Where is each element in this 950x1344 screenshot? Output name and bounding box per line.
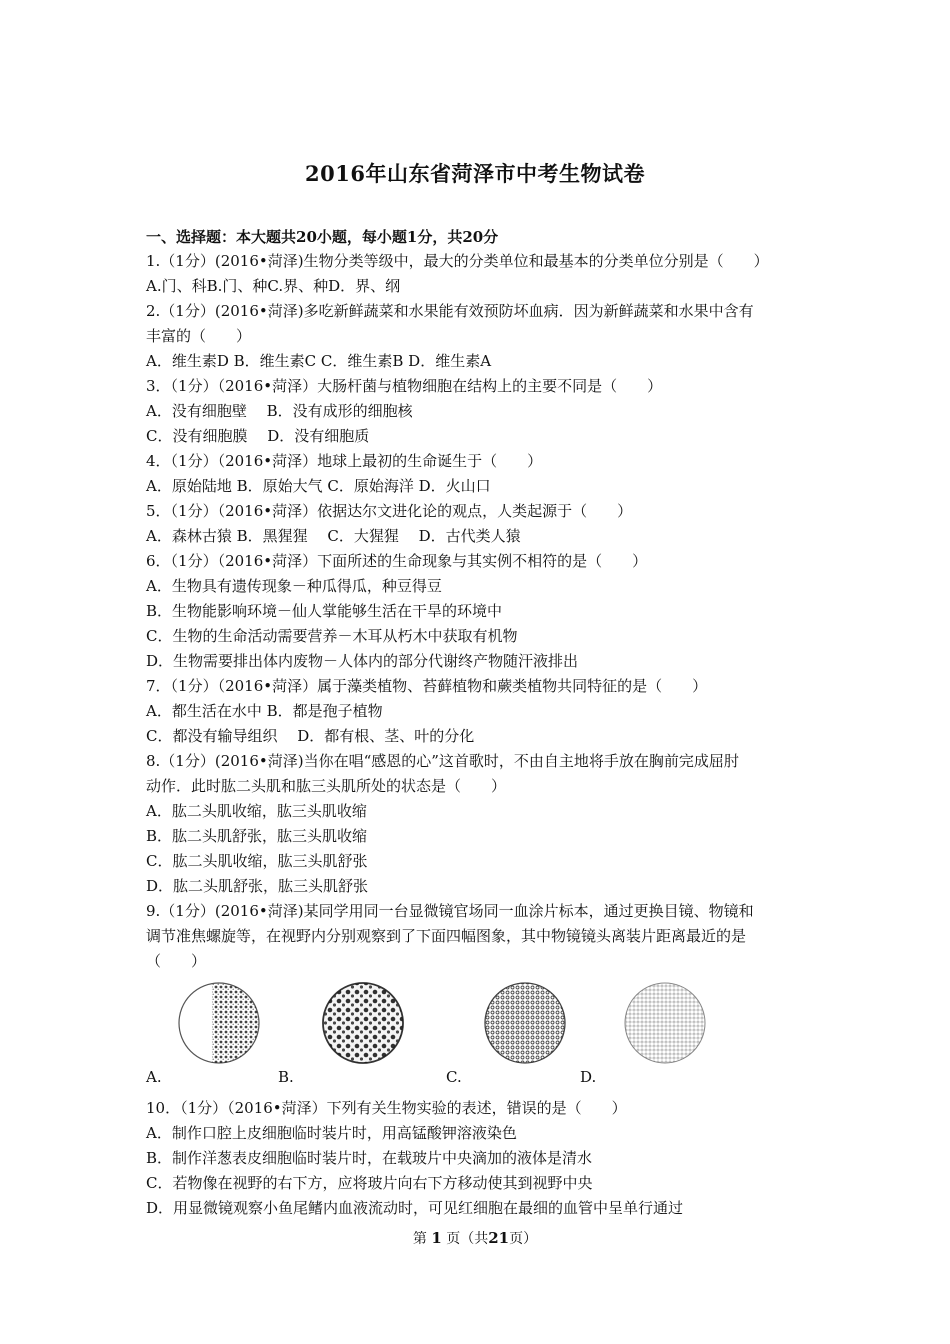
q7-stem: 7．（1分）（2016•菏泽）属于藻类植物、苔藓植物和蕨类植物共同特征的是（ ） [146, 677, 708, 695]
microscope-view-d [620, 980, 710, 1066]
q2-options: A．维生素D B．维生素C C．维生素B D．维生素A [146, 352, 492, 370]
q2-stem-line1: 2.（1分）(2016•菏泽)多吃新鲜蔬菜和水果能有效预防坏血病．因为新鲜蔬菜和水果中含有 [146, 302, 754, 320]
q3-options-row2: C．没有细胞膜 D．没有细胞质 [146, 427, 370, 445]
q1-stem: 1.（1分）(2016•菏泽)生物分类等级中，最大的分类单位和最基本的分类单位分别是（ ） [146, 252, 769, 270]
q10-option-b: B．制作洋葱表皮细胞临时装片时，在载玻片中央滴加的液体是清水 [146, 1149, 593, 1167]
footer-suffix: 页） [509, 1231, 538, 1247]
page-footer [0, 1228, 950, 1248]
figure-label-d: D. [580, 1068, 597, 1086]
footer-total-pages: 21 [488, 1229, 510, 1247]
q6-option-c: C．生物的生命活动需要营养－木耳从朽木中获取有机物 [146, 627, 518, 645]
q8-stem-line2: 动作．此时肱二头肌和肱三头肌所处的状态是（ ） [146, 777, 507, 795]
q5-options: A．森林古猿 B．黑猩猩 C．大猩猩 D．古代类人猿 [146, 527, 521, 545]
exam-title: 2016年山东省菏泽市中考生物试卷 [305, 161, 645, 186]
q6-option-a: A．生物具有遗传现象－种瓜得瓜，种豆得豆 [146, 577, 442, 595]
microscope-view-b [318, 980, 408, 1066]
q7-options-row2: C．都没有输导组织 D．都有根、茎、叶的分化 [146, 727, 475, 745]
q8-option-c: C．肱二头肌收缩，肱三头肌舒张 [146, 852, 368, 870]
q8-option-d: D．肱二头肌舒张，肱三头肌舒张 [146, 877, 369, 895]
q8-stem-line1: 8.（1分）(2016•菏泽)当你在唱“感恩的心”这首歌时，不由自主地将手放在胸前完成屈肘 [146, 752, 739, 770]
q3-stem: 3．（1分）（2016•菏泽）大肠杆菌与植物细胞在结构上的主要不同是（ ） [146, 377, 663, 395]
q5-stem: 5．（1分）（2016•菏泽）依据达尔文进化论的观点，人类起源于（ ） [146, 502, 633, 520]
q7-options-row1: A．都生活在水中 B．都是孢子植物 [146, 702, 383, 720]
footer-prefix: 第 [412, 1231, 427, 1247]
q4-stem: 4．（1分）（2016•菏泽）地球上最初的生命诞生于（ ） [146, 452, 543, 470]
figure-label-b: B. [278, 1068, 294, 1086]
footer-middle: 页（共 [446, 1231, 489, 1247]
q9-figures [170, 980, 830, 1068]
q8-option-a: A．肱二头肌收缩，肱三头肌收缩 [146, 802, 367, 820]
q2-stem-line2: 丰富的（ ） [146, 327, 252, 345]
microscope-view-a [174, 980, 264, 1066]
q9-stem-line1: 9.（1分）(2016•菏泽)某同学用同一台显微镜官场同一血涂片标本，通过更换目镜、物镜和 [146, 902, 754, 920]
q8-option-b: B．肱二头肌舒张，肱三头肌收缩 [146, 827, 368, 845]
q4-options: A．原始陆地 B．原始大气 C．原始海洋 D．火山口 [146, 477, 491, 495]
q9-stem-line2: 调节准焦螺旋等，在视野内分别观察到了下面四幅图象，其中物镜镜头离装片距离最近的是 [146, 927, 747, 945]
q1-options: A.门、科B.门、种C.界、种D．界、纲 [146, 277, 401, 295]
q10-option-a: A．制作口腔上皮细胞临时装片时，用高锰酸钾溶液染色 [146, 1124, 517, 1142]
q10-option-c: C．若物像在视野的右下方，应将玻片向右下方移动使其到视野中央 [146, 1174, 593, 1192]
q10-stem: 10．（1分）（2016•菏泽）下列有关生物实验的表述，错误的是（ ） [146, 1099, 627, 1117]
q6-option-d: D．生物需要排出体内废物－人体内的部分代谢终产物随汗液排出 [146, 652, 579, 670]
figure-label-c: C. [446, 1068, 462, 1086]
q9-stem-line3: （ ） [146, 952, 207, 970]
section-heading: 一、选择题：本大题共20小题，每小题1分，共20分 [146, 228, 499, 246]
footer-page-number: 1 [431, 1229, 442, 1247]
microscope-view-c [480, 980, 570, 1066]
figure-label-a: A. [146, 1068, 162, 1086]
q3-options-row1: A．没有细胞壁 B．没有成形的细胞核 [146, 402, 413, 420]
q6-stem: 6．（1分）（2016•菏泽）下面所述的生命现象与其实例不相符的是（ ） [146, 552, 648, 570]
q6-option-b: B．生物能影响环境－仙人掌能够生活在干旱的环境中 [146, 602, 503, 620]
q10-option-d: D．用显微镜观察小鱼尾鳍内血液流动时，可见红细胞在最细的血管中呈单行通过 [146, 1199, 684, 1217]
